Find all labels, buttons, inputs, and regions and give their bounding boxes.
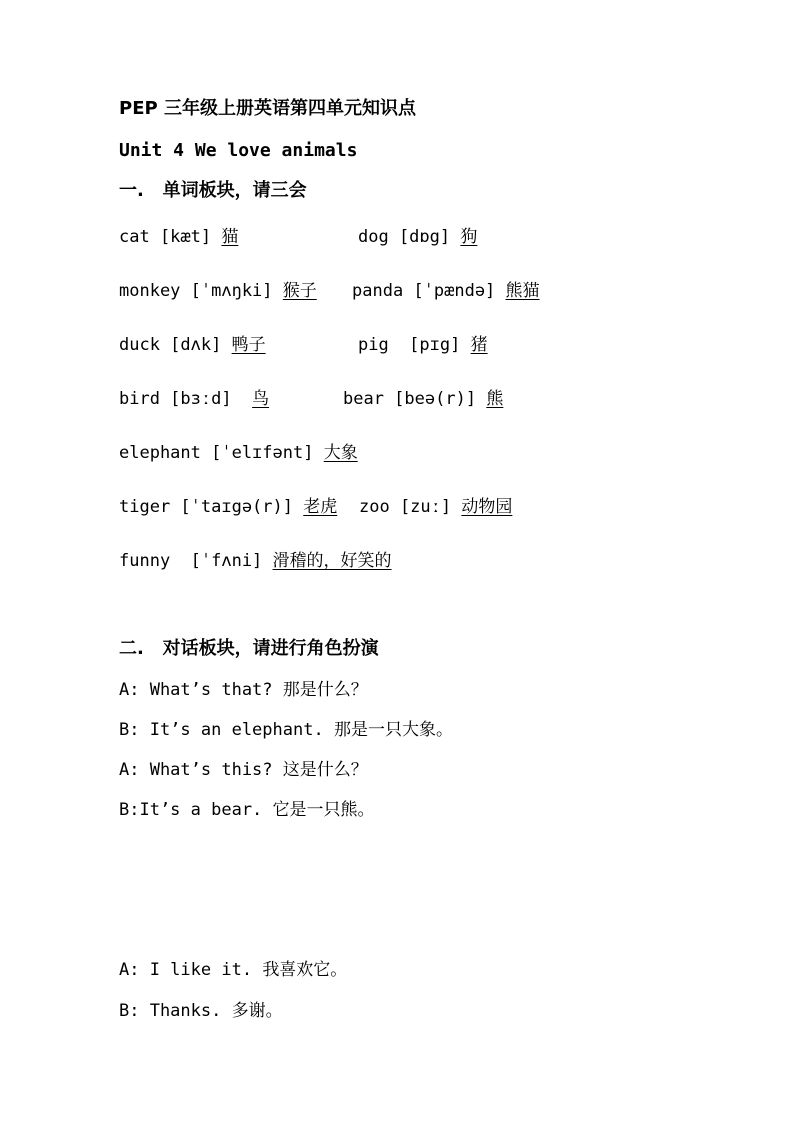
word-en: tiger [ˈtaɪgə(r)] [119, 497, 293, 517]
word-en: pig [pɪg] [358, 335, 461, 355]
word-en: bear [beə(r)] [343, 389, 477, 409]
word-cn: 熊 [486, 389, 504, 409]
dialog-en: A: What’s this? [119, 760, 273, 780]
dialog-cn: 这是什么？ [282, 760, 368, 780]
word-en: bird [bɜːd] [119, 389, 232, 409]
unit-title: Unit 4 We love animals [119, 140, 358, 161]
word-cn: 熊猫 [505, 281, 540, 301]
dialog-en: A: I like it. [119, 960, 253, 980]
dialog-en: B: It’s an elephant. [119, 720, 324, 740]
word-item-bird [119, 388, 269, 410]
dialog-cn: 它是一只熊。 [272, 800, 375, 820]
word-cn: 猴子 [282, 281, 317, 301]
word-cn: 猪 [470, 335, 488, 355]
word-en: elephant [ˈelɪfənt] [119, 443, 314, 463]
word-cn: 老虎 [303, 497, 338, 517]
dialog-cn: 多谢。 [231, 1001, 283, 1021]
section-2-number: 二. [119, 638, 144, 659]
section-1-number: 一. [119, 180, 144, 201]
section-1-title: 单词板块，请三会 [162, 180, 307, 201]
word-item-bear [343, 388, 503, 410]
word-cn: 猫 [221, 227, 239, 247]
word-cn: 滑稽的，好笑的 [272, 551, 392, 571]
word-item-duck [119, 334, 266, 356]
dialog-line [119, 759, 368, 781]
word-cn: 鸟 [252, 389, 270, 409]
section-2-heading [119, 638, 379, 660]
word-cn: 狗 [460, 227, 478, 247]
dialog-cn: 那是什么？ [282, 680, 368, 700]
dialog-en: B:It’s a bear. [119, 800, 263, 820]
word-en: funny [ˈfʌni] [119, 551, 263, 571]
word-item-pig [358, 334, 488, 356]
word-en: monkey [ˈmʌŋki] [119, 281, 273, 301]
document-title: PEP 三年级上册英语第四单元知识点 [119, 98, 416, 119]
word-item-dog [358, 226, 477, 248]
section-2-title: 对话板块，请进行角色扮演 [162, 638, 379, 659]
word-item-panda [352, 280, 540, 302]
dialog-line [119, 719, 453, 741]
section-1-heading [119, 180, 307, 202]
word-en: dog [dɒg] [358, 227, 451, 247]
dialog-cn: 我喜欢它。 [262, 960, 348, 980]
dialog-en: B: Thanks. [119, 1001, 222, 1021]
dialog-line [119, 679, 368, 701]
word-item-elephant [119, 442, 358, 464]
word-cn: 鸭子 [231, 335, 266, 355]
dialog-en: A: What’s that? [119, 680, 273, 700]
word-item-cat [119, 226, 238, 248]
word-item-zoo [359, 496, 512, 518]
dialog-line [119, 799, 375, 821]
dialog-line [119, 1000, 283, 1022]
word-item-funny [119, 550, 392, 572]
word-cn: 大象 [323, 443, 358, 463]
word-en: duck [dʌk] [119, 335, 222, 355]
word-cn: 动物园 [461, 497, 513, 517]
dialog-line [119, 959, 347, 981]
word-item-monkey [119, 280, 317, 302]
dialog-cn: 那是一只大象。 [333, 720, 453, 740]
word-en: zoo [zuː] [359, 497, 452, 517]
word-en: cat [kæt] [119, 227, 212, 247]
word-item-tiger [119, 496, 337, 518]
word-en: panda [ˈpændə] [352, 281, 496, 301]
